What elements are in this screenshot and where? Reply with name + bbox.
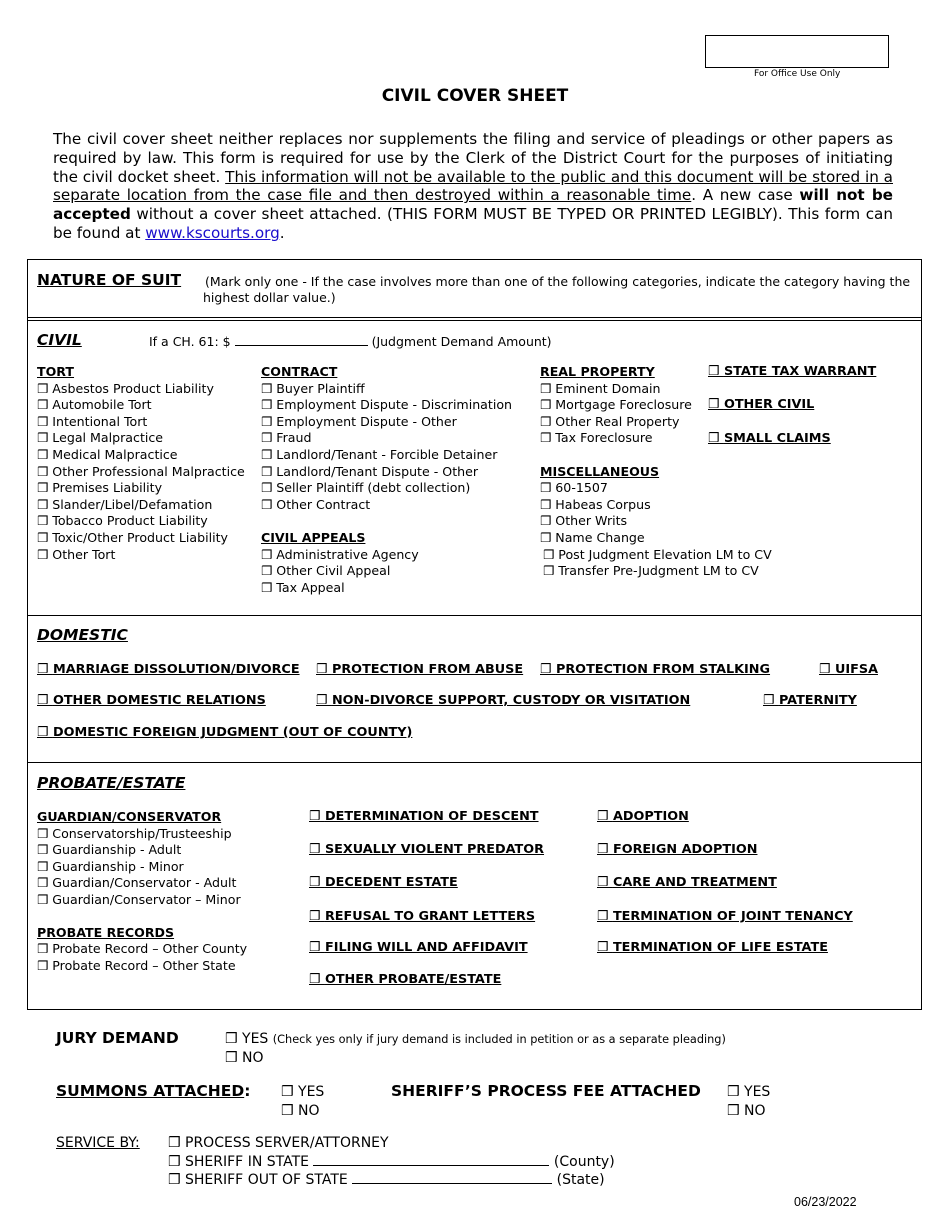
state-tax-warrant-option[interactable]: ❒ STATE TAX WARRANT xyxy=(708,364,877,379)
real-property-heading: REAL PROPERTY xyxy=(540,364,655,379)
contract-column xyxy=(261,364,536,596)
appeal-option[interactable]: ❒ Administrative Agency xyxy=(261,546,419,562)
divider xyxy=(27,317,922,318)
other-civil-option[interactable]: ❒ OTHER CIVIL xyxy=(708,397,815,412)
summons-attached-label: SUMMONS ATTACHED: xyxy=(56,1082,251,1100)
misc-option[interactable]: ❒ Other Writs xyxy=(540,513,628,529)
tort-option[interactable]: ❒ Asbestos Product Liability xyxy=(37,380,214,396)
tort-option[interactable]: ❒ Legal Malpractice xyxy=(37,430,164,446)
tort-heading: TORT xyxy=(37,364,75,379)
real-property-option[interactable]: ❒ Mortgage Foreclosure xyxy=(540,397,692,413)
tort-option[interactable]: ❒ Toxic/Other Product Liability xyxy=(37,529,228,545)
ch61-amount-input[interactable] xyxy=(235,345,368,346)
state-input[interactable] xyxy=(352,1183,552,1184)
domestic-foreign-judgment-option[interactable]: ❒ DOMESTIC FOREIGN JUDGMENT (OUT OF COUNTY) xyxy=(37,725,413,740)
tort-option[interactable]: ❒ Tobacco Product Liability xyxy=(37,513,208,529)
jury-no-option[interactable]: ❒ NO xyxy=(225,1050,264,1066)
other-domestic-option[interactable]: ❒ OTHER DOMESTIC RELATIONS xyxy=(37,693,266,708)
guardian-option[interactable]: ❒ Guardianship - Minor xyxy=(37,858,184,874)
divider xyxy=(27,320,922,321)
other-probate-option[interactable]: ❒ OTHER PROBATE/ESTATE xyxy=(309,972,502,987)
determination-descent-option[interactable]: ❒ DETERMINATION OF DESCENT xyxy=(309,809,539,824)
tort-option[interactable]: ❒ Automobile Tort xyxy=(37,397,152,413)
misc-option[interactable]: ❒ Habeas Corpus xyxy=(540,496,651,512)
intro-text-1: The civil cover sheet neither replaces nor supplements the filing and service of pleadings or other papers as required by law. This form is required for use by the Clerk of the District Court for the purposes of initiating the civil docket sheet. xyxy=(53,130,893,186)
appeal-option[interactable]: ❒ Other Civil Appeal xyxy=(261,563,391,579)
protection-abuse-option[interactable]: ❒ PROTECTION FROM ABUSE xyxy=(316,662,524,677)
care-treatment-option[interactable]: ❒ CARE AND TREATMENT xyxy=(597,875,777,890)
uifsa-option[interactable]: ❒ UIFSA xyxy=(819,662,878,677)
guardian-option[interactable]: ❒ Guardianship - Adult xyxy=(37,842,182,858)
intro-paragraph xyxy=(53,130,893,243)
decedent-estate-option[interactable]: ❒ DECEDENT ESTATE xyxy=(309,875,458,890)
real-property-option[interactable]: ❒ Tax Foreclosure xyxy=(540,430,653,446)
tort-option[interactable]: ❒ Premises Liability xyxy=(37,480,163,496)
jury-demand-label: JURY DEMAND xyxy=(56,1029,179,1047)
contract-option[interactable]: ❒ Landlord/Tenant Dispute - Other xyxy=(261,463,479,479)
probate-record-option[interactable]: ❒ Probate Record – Other County xyxy=(37,941,248,957)
intro-text-2: . A new case xyxy=(691,186,800,205)
protection-stalking-option[interactable]: ❒ PROTECTION FROM STALKING xyxy=(540,662,771,677)
guardian-option[interactable]: ❒ Conservatorship/Trusteeship xyxy=(37,825,232,841)
page-title: CIVIL COVER SHEET xyxy=(381,86,569,106)
contract-option[interactable]: ❒ Other Contract xyxy=(261,496,371,512)
tort-option[interactable]: ❒ Medical Malpractice xyxy=(37,446,178,462)
tort-column xyxy=(37,364,257,563)
misc-option[interactable]: ❒ 60-1507 xyxy=(540,480,608,496)
contract-option[interactable]: ❒ Fraud xyxy=(261,430,312,446)
paternity-option[interactable]: ❒ PATERNITY xyxy=(763,693,857,708)
office-use-label: For Office Use Only xyxy=(754,69,841,79)
intro-bold: will not be accepted xyxy=(53,186,893,224)
miscellaneous-heading: MISCELLANEOUS xyxy=(540,463,660,479)
service-by-label: SERVICE BY: xyxy=(56,1135,140,1151)
contract-option[interactable]: ❒ Landlord/Tenant - Forcible Detainer xyxy=(261,446,498,462)
civil-heading: CIVIL xyxy=(37,331,82,349)
termination-life-estate-option[interactable]: ❒ TERMINATION OF LIFE ESTATE xyxy=(597,940,828,955)
ch61-prefix: If a CH. 61: $ xyxy=(149,334,231,349)
refusal-letters-option[interactable]: ❒ REFUSAL TO GRANT LETTERS xyxy=(309,909,536,924)
tort-option[interactable]: ❒ Intentional Tort xyxy=(37,413,148,429)
summons-no-option[interactable]: ❒ NO xyxy=(281,1103,320,1119)
jury-yes-note: (Check yes only if jury demand is included in petition or as a separate pleading) xyxy=(272,1033,726,1046)
divider xyxy=(27,615,922,616)
misc-option[interactable]: ❒ Post Judgment Elevation LM to CV xyxy=(543,546,772,562)
guardian-heading: GUARDIAN/CONSERVATOR xyxy=(37,809,222,824)
sheriff-in-state-option[interactable]: ❒ SHERIFF IN STATE (County) xyxy=(168,1154,615,1170)
sheriff-fee-label: SHERIFF’S PROCESS FEE ATTACHED xyxy=(391,1082,701,1100)
office-use-box[interactable] xyxy=(705,35,889,68)
probate-record-option[interactable]: ❒ Probate Record – Other State xyxy=(37,957,236,973)
ch61-suffix: (Judgment Demand Amount) xyxy=(371,334,552,349)
guardian-option[interactable]: ❒ Guardian/Conservator - Adult xyxy=(37,875,237,891)
form-date: 06/23/2022 xyxy=(794,1195,857,1209)
termination-joint-tenancy-option[interactable]: ❒ TERMINATION OF JOINT TENANCY xyxy=(597,909,853,924)
intro-text-4: . xyxy=(279,223,285,242)
civil-appeals-heading: CIVIL APPEALS xyxy=(261,529,366,545)
appeal-option[interactable]: ❒ Tax Appeal xyxy=(261,579,345,595)
contract-option[interactable]: ❒ Employment Dispute - Discrimination xyxy=(261,397,513,413)
sexually-violent-predator-option[interactable]: ❒ SEXUALLY VIOLENT PREDATOR xyxy=(309,842,545,857)
real-property-option[interactable]: ❒ Other Real Property xyxy=(540,413,680,429)
non-divorce-support-option[interactable]: ❒ NON-DIVORCE SUPPORT, CUSTODY OR VISITATION xyxy=(316,693,691,708)
foreign-adoption-option[interactable]: ❒ FOREIGN ADOPTION xyxy=(597,842,758,857)
intro-text-3: without a cover sheet attached. (THIS FORM MUST BE TYPED OR PRINTED LEGIBLY). This form can be found at xyxy=(53,205,893,242)
probate-records-heading: PROBATE RECORDS xyxy=(37,924,175,940)
misc-option[interactable]: ❒ Name Change xyxy=(540,529,645,545)
filing-will-option[interactable]: ❒ FILING WILL AND AFFIDAVIT xyxy=(309,940,528,955)
tort-option[interactable]: ❒ Other Tort xyxy=(37,546,116,562)
sheriff-fee-yes-option[interactable]: ❒ YES xyxy=(727,1084,771,1100)
contract-heading: CONTRACT xyxy=(261,364,338,379)
guardian-column xyxy=(37,809,302,974)
tort-option[interactable]: ❒ Slander/Libel/Defamation xyxy=(37,496,213,512)
contract-option[interactable]: ❒ Seller Plaintiff (debt collection) xyxy=(261,480,471,496)
real-property-option[interactable]: ❒ Eminent Domain xyxy=(540,380,661,396)
probate-heading: PROBATE/ESTATE xyxy=(37,774,186,792)
domestic-heading: DOMESTIC xyxy=(37,626,128,644)
kscourts-link[interactable]: www.kscourts.org xyxy=(145,223,280,242)
nature-of-suit-heading: NATURE OF SUIT xyxy=(37,271,182,289)
marriage-dissolution-option[interactable]: ❒ MARRIAGE DISSOLUTION/DIVORCE xyxy=(37,662,300,677)
jury-yes-option[interactable]: ❒ YES (Check yes only if jury demand is included in petition or as a separate pleading) xyxy=(225,1031,726,1047)
ch61-line xyxy=(149,334,552,349)
county-input[interactable] xyxy=(313,1165,549,1166)
contract-option[interactable]: ❒ Buyer Plaintiff xyxy=(261,380,365,396)
divider xyxy=(27,762,922,763)
adoption-option[interactable]: ❒ ADOPTION xyxy=(597,809,689,824)
process-server-option[interactable]: ❒ PROCESS SERVER/ATTORNEY xyxy=(168,1135,389,1151)
contract-option[interactable]: ❒ Employment Dispute - Other xyxy=(261,413,457,429)
sheriff-out-state-option[interactable]: ❒ SHERIFF OUT OF STATE (State) xyxy=(168,1172,605,1188)
tort-option[interactable]: ❒ Other Professional Malpractice xyxy=(37,463,245,479)
intro-underlined: This information will not be available to the public and this document will be stored in a separate location from the case file and then destroyed within a reasonable time xyxy=(53,167,893,205)
small-claims-option[interactable]: ❒ SMALL CLAIMS xyxy=(708,431,831,446)
summons-yes-option[interactable]: ❒ YES xyxy=(281,1084,325,1100)
nature-of-suit-note: (Mark only one - If the case involves more than one of the following categories, indicate the category having the highest dollar value.) xyxy=(203,274,911,305)
sheriff-fee-no-option[interactable]: ❒ NO xyxy=(727,1103,766,1119)
misc-option[interactable]: ❒ Transfer Pre-Judgment LM to CV xyxy=(543,563,759,579)
guardian-option[interactable]: ❒ Guardian/Conservator – Minor xyxy=(37,891,241,907)
